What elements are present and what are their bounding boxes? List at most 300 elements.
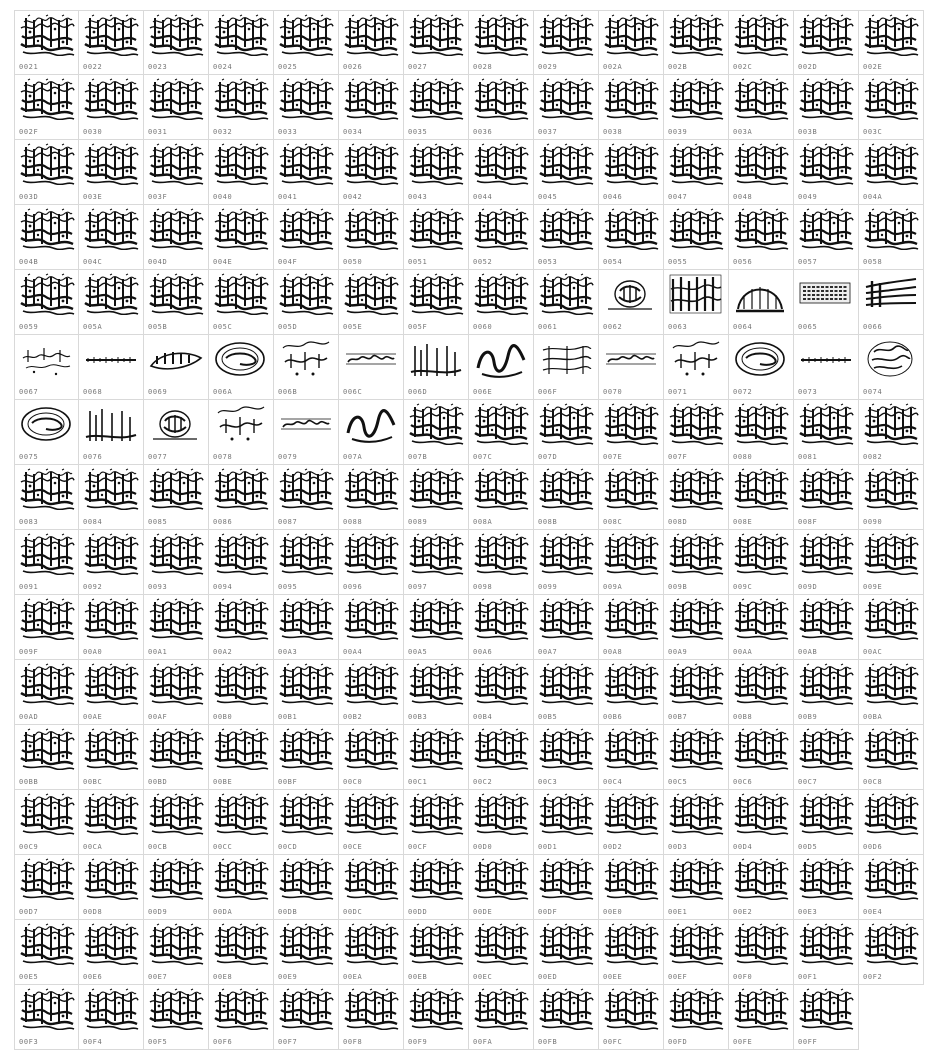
glyph-cell[interactable] — [144, 465, 209, 530]
glyph-cell[interactable] — [144, 985, 209, 1050]
glyph-code-label: 008F — [798, 518, 818, 526]
glyph-code-label: 00DD — [408, 908, 428, 916]
glyph-cell[interactable] — [599, 530, 664, 595]
glyph-cell[interactable] — [664, 920, 729, 985]
glyph-cell[interactable] — [729, 205, 794, 270]
glyph-cell[interactable] — [599, 140, 664, 205]
glyph-cell[interactable] — [79, 595, 144, 660]
glyph-cell[interactable] — [469, 10, 534, 75]
glyph-cell[interactable] — [339, 10, 404, 75]
glyph-code-label: 0074 — [863, 388, 883, 396]
calligraphy-block-icon — [472, 663, 529, 705]
glyph-cell[interactable] — [729, 75, 794, 140]
calligraphy-block-icon — [82, 728, 139, 770]
glyph-cell[interactable] — [14, 10, 79, 75]
calligraphy-block-icon — [797, 858, 854, 900]
calligraphy-block-icon — [18, 468, 75, 510]
glyph-cell[interactable] — [14, 790, 79, 855]
glyph-cell[interactable] — [144, 595, 209, 660]
glyph-cell[interactable] — [274, 140, 339, 205]
calligraphy-block-icon — [667, 533, 724, 575]
glyph-cell[interactable] — [469, 530, 534, 595]
glyph-cell[interactable] — [729, 920, 794, 985]
glyph-cell[interactable] — [144, 855, 209, 920]
glyph-cell[interactable] — [794, 725, 859, 790]
glyph-code-label: 004D — [148, 258, 168, 266]
glyph-cell[interactable] — [664, 530, 729, 595]
glyph-cell[interactable] — [859, 465, 924, 530]
glyph-code-label: 00DF — [538, 908, 558, 916]
glyph-cell[interactable] — [209, 725, 274, 790]
glyph-cell[interactable] — [599, 855, 664, 920]
glyph-code-label: 006E — [473, 388, 493, 396]
glyph-cell[interactable] — [599, 335, 664, 400]
glyph-cell[interactable] — [599, 920, 664, 985]
glyph-cell[interactable] — [209, 920, 274, 985]
glyph-code-label: 0059 — [19, 323, 39, 331]
glyph-code-label: 00D3 — [668, 843, 688, 851]
glyph-cell[interactable] — [664, 595, 729, 660]
glyph-cell[interactable] — [144, 790, 209, 855]
glyph-cell[interactable] — [859, 725, 924, 790]
glyph-cell[interactable] — [794, 140, 859, 205]
glyph-cell[interactable] — [404, 920, 469, 985]
glyph-cell[interactable] — [79, 855, 144, 920]
glyph-cell[interactable] — [469, 725, 534, 790]
calligraphy-block-icon — [342, 143, 399, 185]
calligraphy-medallion-icon — [147, 403, 204, 445]
glyph-cell[interactable] — [729, 660, 794, 725]
glyph-cell[interactable] — [469, 920, 534, 985]
glyph-cell[interactable] — [14, 465, 79, 530]
glyph-cell[interactable] — [534, 400, 599, 465]
glyph-cell[interactable] — [664, 75, 729, 140]
glyph-cell[interactable] — [274, 10, 339, 75]
glyph-cell[interactable] — [599, 985, 664, 1050]
glyph-cell[interactable] — [469, 985, 534, 1050]
glyph-cell[interactable] — [794, 205, 859, 270]
glyph-cell[interactable] — [664, 335, 729, 400]
calligraphy-block-icon — [472, 533, 529, 575]
glyph-code-label: 0071 — [668, 388, 688, 396]
glyph-cell[interactable] — [339, 985, 404, 1050]
glyph-cell[interactable] — [534, 595, 599, 660]
glyph-cell[interactable] — [469, 855, 534, 920]
glyph-cell[interactable] — [859, 400, 924, 465]
glyph-cell[interactable] — [859, 530, 924, 595]
glyph-cell[interactable] — [404, 270, 469, 335]
glyph-code-label: 0073 — [798, 388, 818, 396]
glyph-cell[interactable] — [14, 335, 79, 400]
glyph-code-label: 00A0 — [83, 648, 103, 656]
calligraphy-block-icon — [537, 793, 594, 835]
glyph-cell[interactable] — [209, 530, 274, 595]
glyph-cell[interactable] — [534, 205, 599, 270]
glyph-cell[interactable] — [534, 660, 599, 725]
calligraphy-block-icon — [797, 598, 854, 640]
glyph-cell[interactable] — [339, 465, 404, 530]
glyph-cell[interactable] — [404, 400, 469, 465]
glyph-cell[interactable] — [79, 10, 144, 75]
glyph-cell[interactable] — [859, 855, 924, 920]
glyph-code-label: 0083 — [19, 518, 39, 526]
glyph-cell[interactable] — [14, 985, 79, 1050]
glyph-cell[interactable] — [469, 595, 534, 660]
glyph-cell[interactable] — [599, 10, 664, 75]
glyph-cell[interactable] — [79, 725, 144, 790]
glyph-code-label: 00E5 — [19, 973, 39, 981]
glyph-cell[interactable] — [404, 465, 469, 530]
glyph-code-label: 00F6 — [213, 1038, 233, 1046]
glyph-cell[interactable] — [664, 790, 729, 855]
glyph-code-label: 0029 — [538, 63, 558, 71]
glyph-cell[interactable] — [404, 855, 469, 920]
glyph-code-label: 005D — [278, 323, 298, 331]
glyph-cell[interactable] — [209, 140, 274, 205]
glyph-cell[interactable] — [794, 595, 859, 660]
glyph-cell[interactable] — [14, 270, 79, 335]
glyph-cell[interactable] — [144, 10, 209, 75]
glyph-cell[interactable] — [144, 530, 209, 595]
glyph-cell[interactable] — [599, 790, 664, 855]
glyph-cell[interactable] — [534, 855, 599, 920]
glyph-cell[interactable] — [794, 855, 859, 920]
glyph-cell[interactable] — [274, 920, 339, 985]
glyph-code-label: 007B — [408, 453, 428, 461]
glyph-cell[interactable] — [209, 595, 274, 660]
glyph-cell[interactable] — [339, 660, 404, 725]
calligraphy-block-icon — [537, 858, 594, 900]
glyph-cell[interactable] — [794, 400, 859, 465]
glyph-cell[interactable] — [469, 205, 534, 270]
glyph-cell[interactable] — [404, 660, 469, 725]
glyph-cell[interactable] — [534, 270, 599, 335]
glyph-cell[interactable] — [729, 465, 794, 530]
glyph-cell[interactable] — [664, 205, 729, 270]
glyph-cell[interactable] — [274, 985, 339, 1050]
calligraphy-block-icon — [147, 663, 204, 705]
calligraphy-block-icon — [277, 273, 334, 315]
glyph-cell[interactable] — [729, 855, 794, 920]
glyph-cell[interactable] — [209, 660, 274, 725]
glyph-cell[interactable] — [534, 140, 599, 205]
glyph-cell[interactable] — [79, 985, 144, 1050]
glyph-cell[interactable] — [599, 465, 664, 530]
glyph-cell[interactable] — [664, 270, 729, 335]
glyph-cell[interactable] — [14, 725, 79, 790]
glyph-cell[interactable] — [664, 400, 729, 465]
glyph-cell[interactable] — [729, 790, 794, 855]
calligraphy-block-icon — [537, 143, 594, 185]
calligraphy-block-icon — [82, 663, 139, 705]
glyph-code-label: 00BC — [83, 778, 103, 786]
glyph-cell[interactable] — [79, 400, 144, 465]
glyph-cell[interactable] — [79, 205, 144, 270]
glyph-cell[interactable] — [534, 530, 599, 595]
glyph-cell[interactable] — [14, 855, 79, 920]
glyph-cell[interactable] — [79, 270, 144, 335]
calligraphy-oval-seal-icon — [18, 403, 75, 445]
calligraphy-block-icon — [82, 793, 139, 835]
glyph-cell[interactable] — [14, 530, 79, 595]
glyph-cell[interactable] — [274, 595, 339, 660]
glyph-cell[interactable] — [339, 140, 404, 205]
glyph-cell[interactable] — [794, 920, 859, 985]
calligraphy-block-icon — [862, 728, 919, 770]
glyph-cell[interactable] — [339, 75, 404, 140]
glyph-cell[interactable] — [404, 205, 469, 270]
glyph-cell[interactable] — [469, 400, 534, 465]
glyph-cell[interactable] — [534, 985, 599, 1050]
calligraphy-block-icon — [667, 923, 724, 965]
glyph-code-label: 006A — [213, 388, 233, 396]
calligraphy-block-icon — [537, 468, 594, 510]
glyph-cell[interactable] — [729, 140, 794, 205]
glyph-cell[interactable] — [209, 335, 274, 400]
glyph-code-label: 0022 — [83, 63, 103, 71]
glyph-cell[interactable] — [599, 725, 664, 790]
glyph-cell[interactable] — [404, 530, 469, 595]
glyph-cell[interactable] — [79, 920, 144, 985]
glyph-cell[interactable] — [339, 530, 404, 595]
calligraphy-block-icon — [277, 858, 334, 900]
glyph-cell[interactable] — [209, 855, 274, 920]
glyph-code-label: 00C7 — [798, 778, 818, 786]
glyph-cell[interactable] — [664, 140, 729, 205]
calligraphy-block-icon — [667, 988, 724, 1030]
glyph-cell[interactable] — [859, 920, 924, 985]
glyph-cell[interactable] — [729, 530, 794, 595]
glyph-code-label: 0026 — [343, 63, 363, 71]
glyph-cell[interactable] — [144, 205, 209, 270]
calligraphy-block-icon — [862, 468, 919, 510]
glyph-cell[interactable] — [339, 595, 404, 660]
calligraphy-block-icon — [472, 598, 529, 640]
glyph-cell[interactable] — [209, 985, 274, 1050]
glyph-cell[interactable] — [404, 595, 469, 660]
glyph-cell[interactable] — [144, 140, 209, 205]
glyph-cell[interactable] — [14, 660, 79, 725]
glyph-cell[interactable] — [339, 725, 404, 790]
glyph-cell[interactable] — [794, 985, 859, 1050]
glyph-cell[interactable] — [729, 10, 794, 75]
calligraphy-block-icon — [342, 988, 399, 1030]
glyph-cell[interactable] — [144, 335, 209, 400]
glyph-code-label: 0039 — [668, 128, 688, 136]
calligraphy-block-icon — [277, 988, 334, 1030]
glyph-cell[interactable] — [664, 725, 729, 790]
glyph-cell[interactable] — [859, 595, 924, 660]
glyph-cell[interactable] — [859, 75, 924, 140]
glyph-code-label: 004C — [83, 258, 103, 266]
glyph-cell[interactable] — [469, 75, 534, 140]
glyph-cell[interactable] — [534, 75, 599, 140]
glyph-cell[interactable] — [859, 660, 924, 725]
glyph-cell[interactable] — [859, 270, 924, 335]
glyph-cell[interactable] — [274, 660, 339, 725]
glyph-cell[interactable] — [469, 660, 534, 725]
calligraphy-block-icon — [212, 728, 269, 770]
glyph-cell[interactable] — [339, 270, 404, 335]
glyph-cell[interactable] — [209, 790, 274, 855]
glyph-cell[interactable] — [404, 140, 469, 205]
glyph-cell[interactable] — [534, 465, 599, 530]
glyph-cell[interactable] — [729, 595, 794, 660]
glyph-cell[interactable] — [534, 790, 599, 855]
glyph-cell[interactable] — [274, 465, 339, 530]
glyph-cell[interactable] — [144, 400, 209, 465]
glyph-cell[interactable] — [209, 10, 274, 75]
glyph-cell[interactable] — [79, 790, 144, 855]
glyph-cell[interactable] — [404, 75, 469, 140]
glyph-cell[interactable] — [144, 75, 209, 140]
calligraphy-block-icon — [862, 663, 919, 705]
glyph-cell[interactable] — [729, 725, 794, 790]
glyph-code-label: 00E1 — [668, 908, 688, 916]
glyph-cell[interactable] — [794, 335, 859, 400]
glyph-cell[interactable] — [794, 790, 859, 855]
glyph-cell[interactable] — [599, 205, 664, 270]
glyph-cell[interactable] — [274, 855, 339, 920]
calligraphy-block-icon — [82, 988, 139, 1030]
glyph-cell[interactable] — [794, 465, 859, 530]
calligraphy-band-icon — [602, 338, 659, 380]
glyph-cell[interactable] — [404, 985, 469, 1050]
glyph-cell[interactable] — [14, 75, 79, 140]
glyph-cell[interactable] — [404, 335, 469, 400]
glyph-cell[interactable] — [469, 790, 534, 855]
calligraphy-block-icon — [147, 468, 204, 510]
glyph-cell[interactable] — [79, 335, 144, 400]
calligraphy-block-icon — [862, 78, 919, 120]
glyph-cell[interactable] — [469, 465, 534, 530]
calligraphy-block-icon — [472, 468, 529, 510]
glyph-cell[interactable] — [339, 855, 404, 920]
glyph-cell[interactable] — [274, 400, 339, 465]
calligraphy-block-icon — [342, 208, 399, 250]
glyph-cell[interactable] — [339, 205, 404, 270]
glyph-cell[interactable] — [469, 140, 534, 205]
glyph-cell[interactable] — [599, 270, 664, 335]
glyph-cell[interactable] — [794, 10, 859, 75]
glyph-cell[interactable] — [144, 660, 209, 725]
glyph-cell[interactable] — [14, 140, 79, 205]
glyph-cell[interactable] — [14, 595, 79, 660]
glyph-cell[interactable] — [274, 530, 339, 595]
glyph-cell[interactable] — [144, 270, 209, 335]
glyph-code-label: 00A1 — [148, 648, 168, 656]
glyph-cell[interactable] — [794, 270, 859, 335]
glyph-cell[interactable] — [274, 790, 339, 855]
glyph-cell[interactable] — [729, 400, 794, 465]
glyph-cell[interactable] — [209, 205, 274, 270]
glyph-cell[interactable] — [79, 465, 144, 530]
glyph-cell[interactable] — [664, 985, 729, 1050]
calligraphy-block-icon — [407, 14, 464, 56]
glyph-cell[interactable] — [534, 335, 599, 400]
glyph-cell[interactable] — [729, 335, 794, 400]
calligraphy-block-icon — [732, 533, 789, 575]
glyph-cell[interactable] — [599, 595, 664, 660]
glyph-cell[interactable] — [599, 75, 664, 140]
glyph-cell[interactable] — [729, 985, 794, 1050]
glyph-code-label: 0075 — [19, 453, 39, 461]
glyph-code-label: 00D4 — [733, 843, 753, 851]
glyph-cell[interactable] — [404, 10, 469, 75]
glyph-cell[interactable] — [664, 660, 729, 725]
glyph-cell[interactable] — [79, 140, 144, 205]
glyph-code-label: 0037 — [538, 128, 558, 136]
glyph-code-label: 0044 — [473, 193, 493, 201]
glyph-cell[interactable] — [209, 465, 274, 530]
glyph-cell[interactable] — [209, 270, 274, 335]
calligraphy-round-panel-icon — [862, 338, 919, 380]
glyph-cell[interactable] — [794, 660, 859, 725]
glyph-cell[interactable] — [274, 270, 339, 335]
calligraphy-block-icon — [797, 208, 854, 250]
glyph-cell[interactable] — [534, 10, 599, 75]
glyph-cell[interactable] — [859, 205, 924, 270]
glyph-cell[interactable] — [599, 400, 664, 465]
glyph-cell[interactable] — [404, 790, 469, 855]
glyph-cell[interactable] — [14, 205, 79, 270]
glyph-code-label: 00B2 — [343, 713, 363, 721]
glyph-cell[interactable] — [664, 10, 729, 75]
glyph-code-label: 00AF — [148, 713, 168, 721]
glyph-cell[interactable] — [14, 400, 79, 465]
glyph-cell[interactable] — [274, 335, 339, 400]
glyph-cell[interactable] — [469, 270, 534, 335]
glyph-cell[interactable] — [79, 530, 144, 595]
glyph-cell[interactable] — [664, 465, 729, 530]
glyph-cell[interactable] — [794, 530, 859, 595]
glyph-cell[interactable] — [274, 205, 339, 270]
glyph-cell[interactable] — [664, 855, 729, 920]
glyph-cell[interactable] — [469, 335, 534, 400]
glyph-cell[interactable] — [144, 920, 209, 985]
glyph-code-label: 00CC — [213, 843, 233, 851]
glyph-code-label: 0099 — [538, 583, 558, 591]
calligraphy-block-icon — [277, 14, 334, 56]
calligraphy-sweep-icon — [862, 273, 919, 315]
glyph-cell[interactable] — [729, 270, 794, 335]
glyph-cell[interactable] — [339, 335, 404, 400]
calligraphy-block-icon — [797, 988, 854, 1030]
glyph-cell[interactable] — [209, 400, 274, 465]
glyph-cell[interactable] — [859, 790, 924, 855]
glyph-code-label: 00E7 — [148, 973, 168, 981]
glyph-cell[interactable] — [144, 725, 209, 790]
glyph-cell[interactable] — [859, 140, 924, 205]
glyph-cell[interactable] — [14, 920, 79, 985]
glyph-cell[interactable] — [534, 920, 599, 985]
glyph-code-label: 0057 — [798, 258, 818, 266]
glyph-cell[interactable] — [79, 75, 144, 140]
glyph-cell[interactable] — [859, 335, 924, 400]
glyph-cell[interactable] — [274, 75, 339, 140]
glyph-cell[interactable] — [339, 920, 404, 985]
glyph-cell[interactable] — [794, 75, 859, 140]
glyph-cell[interactable] — [404, 725, 469, 790]
glyph-cell[interactable] — [534, 725, 599, 790]
glyph-cell[interactable] — [599, 660, 664, 725]
glyph-cell[interactable] — [274, 725, 339, 790]
glyph-cell[interactable] — [209, 75, 274, 140]
glyph-cell[interactable] — [79, 660, 144, 725]
glyph-cell[interactable] — [339, 790, 404, 855]
glyph-cell[interactable] — [339, 400, 404, 465]
glyph-cell[interactable] — [859, 10, 924, 75]
